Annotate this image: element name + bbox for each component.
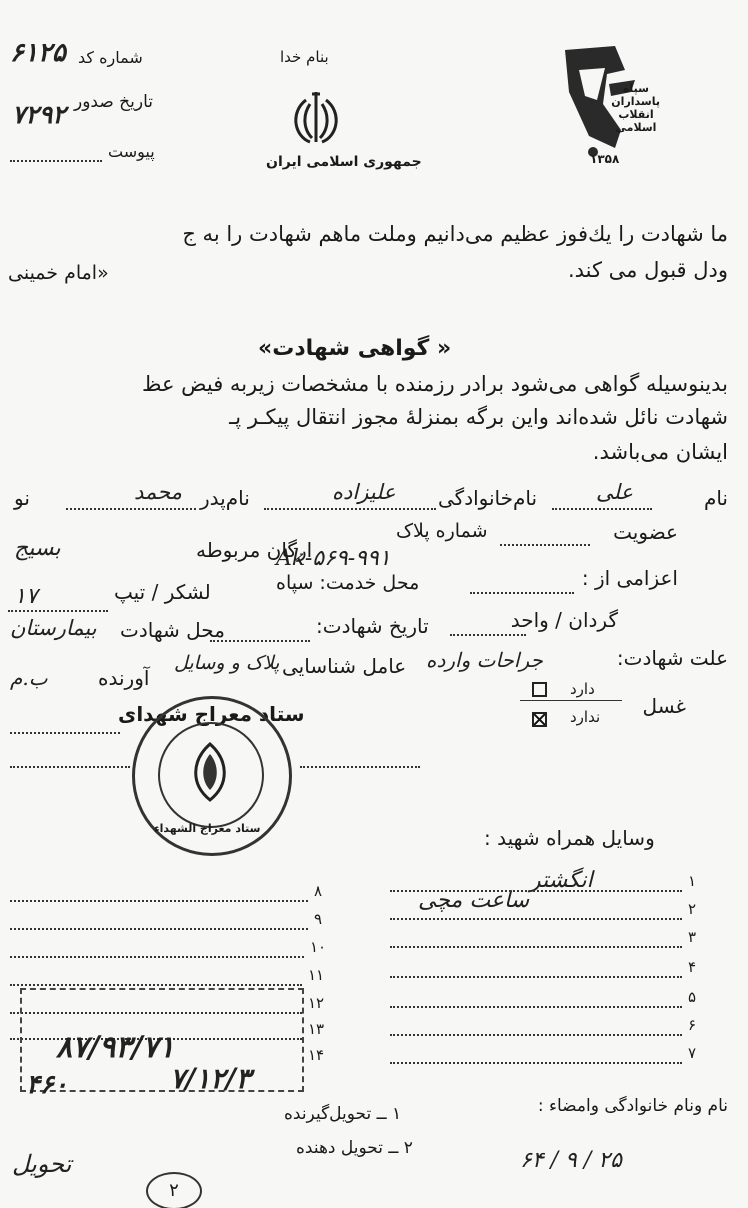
- deliverer-label: ۲ ــ تحویل دهنده: [296, 1138, 413, 1158]
- place-label: محل شهادت: [120, 618, 225, 642]
- belonging-item-1-value: انگشتر: [530, 868, 593, 893]
- list-item-number: ۱۲: [308, 994, 325, 1012]
- family-value: علیزاده: [332, 480, 396, 504]
- dispatch-line: [470, 592, 574, 594]
- hq-label: ستاد معراج شهدای: [118, 702, 305, 726]
- list-item-number: ۱۱: [308, 966, 325, 984]
- list-item-line: [390, 1006, 682, 1008]
- org-value: بسیج: [14, 536, 61, 561]
- wash-has-checkbox[interactable]: [532, 682, 547, 697]
- place-value: بیمارستان: [10, 616, 97, 640]
- date-of-martyrdom-label: تاریخ شهادت:: [316, 614, 429, 638]
- tag-value: Ak-۵۶۹-۹۹۱: [276, 546, 391, 571]
- receiver-label: ۱ ــ تحویل‌گیرنده: [284, 1104, 402, 1124]
- list-item-number: ۱: [688, 872, 697, 890]
- page-mark: [146, 1172, 202, 1208]
- org-label: ارگان مربوطه: [196, 538, 313, 562]
- list-item-number: ۳: [688, 928, 697, 946]
- list-item-number: ۷: [688, 1044, 697, 1062]
- blank-line: [300, 766, 420, 768]
- list-item-number: ۹: [314, 910, 323, 928]
- family-label: نام‌خانوادگی: [438, 486, 538, 510]
- name-label: نام: [703, 486, 728, 510]
- battalion-label: گردان / واحد: [510, 608, 618, 632]
- list-item-number: ۱۰: [310, 938, 327, 956]
- list-item-line: [10, 928, 308, 930]
- list-item-line: [390, 918, 682, 920]
- page-mark-number: ۲: [169, 1180, 179, 1201]
- quote-attribution: «امام خمینی: [8, 262, 109, 284]
- division-value: ۱۷: [14, 584, 38, 609]
- blank-line: [10, 732, 120, 734]
- stamp-text: ستاد معراج الشهداء: [154, 822, 261, 835]
- division-line: [8, 610, 108, 612]
- list-item-line: [10, 900, 308, 902]
- service-label: محل خدمت: سپاه: [276, 572, 420, 594]
- margin-note-number-2: ۴۶۰: [26, 1070, 68, 1100]
- certificate-line-2: شهادت نائل شده‌اند واین برگه بمنزلۀ مجوز انتقال پیکـر پـ: [229, 405, 728, 429]
- identifier-value: پلاک و وسایل: [174, 652, 280, 674]
- list-item-line: [10, 984, 302, 986]
- list-item-line: [390, 1062, 682, 1064]
- bearer-label: آورنده: [98, 666, 150, 690]
- number-label: شماره کد: [78, 48, 143, 67]
- wash-label: غسل: [642, 694, 686, 718]
- sign-label: نام ونام خانوادگی وامضاء :: [537, 1096, 728, 1116]
- name-line: [552, 508, 652, 510]
- belonging-item-2-value: ساعت مچی: [418, 888, 530, 913]
- dispatch-label: اعزامی از :: [581, 566, 678, 590]
- battalion-line: [450, 634, 526, 636]
- stamp-emblem-icon: [186, 740, 234, 804]
- emblem-caption: جمهوری اسلامی ایران: [266, 154, 422, 170]
- irgc-logo-text: سپاه پاسداران انقلاب اسلامی: [611, 82, 660, 134]
- list-item-line: [10, 956, 304, 958]
- membership-label: عضویت: [613, 520, 678, 544]
- tag-label: شماره پلاک: [396, 520, 488, 542]
- name-value: علی: [596, 480, 633, 504]
- bearer-value: ب.م: [10, 666, 48, 690]
- date-value: ۷۲۹۲: [12, 100, 66, 129]
- father-label: نام‌پدر: [200, 486, 250, 510]
- identifier-label: عامل شناسایی: [282, 654, 407, 678]
- wash-hasnot-checkbox[interactable]: [532, 712, 547, 727]
- list-item-line: [390, 976, 682, 978]
- date-of-martyrdom-line: [210, 640, 310, 642]
- certificate-title: « گواهی شهادت»: [258, 336, 452, 361]
- date-label: تاریخ صدور: [74, 92, 154, 112]
- attachment-line: [10, 160, 102, 162]
- wash-has-label: دارد: [570, 680, 595, 698]
- quote-line-2: ودل قبول می کند.: [567, 258, 728, 282]
- list-item-number: ۶: [688, 1016, 697, 1034]
- father-line: [66, 508, 196, 510]
- margin-note-number-1: ۸۷/۹۳/۷۱: [56, 1030, 175, 1065]
- list-item-number: ۲: [688, 900, 697, 918]
- wash-divider: [520, 700, 622, 701]
- list-item-number: ۱۴: [308, 1046, 325, 1064]
- division-label: لشکر / تیپ: [114, 580, 211, 604]
- number-value: ۶۱۲۵: [10, 38, 66, 68]
- footer-note-left: تحویل: [12, 1150, 72, 1178]
- membership-line: [500, 544, 590, 546]
- iran-emblem-icon: [284, 86, 348, 150]
- footer-note-right: ۲۵ / ۹ / ۶۴: [520, 1148, 622, 1173]
- list-item-number: ۸: [314, 882, 323, 900]
- belongings-title: وسایل همراه شهید :: [484, 826, 655, 850]
- certificate-line-1: بدینوسیله گواهی می‌شود برادر رزمنده با مشخصات زیربه فیض عظ: [142, 372, 728, 396]
- list-item-line: [390, 1034, 682, 1036]
- list-item-number: ۵: [688, 988, 697, 1006]
- list-item-number: ۴: [688, 958, 697, 976]
- bismillah: بنام خدا: [280, 48, 329, 66]
- family-line: [264, 508, 436, 510]
- irgc-logo-year: ۱۳۵۸: [590, 152, 620, 166]
- wash-hasnot-label: ندارد: [570, 708, 601, 726]
- quote-line-1: ما شهادت را یك‌فوز عظیم می‌دانیم وملت ماهم شهادت را به ج: [182, 222, 728, 246]
- list-item-line: [390, 946, 682, 948]
- margin-note-number-3: ۷/۱۲/۳: [170, 1062, 251, 1095]
- list-item-number: ۱۳: [308, 1020, 325, 1038]
- list-item-line: [390, 890, 682, 892]
- blank-line: [10, 766, 130, 768]
- father-value: محمد: [134, 480, 182, 504]
- cause-label: علت شهادت:: [616, 646, 728, 670]
- cause-value: جراحات وارده: [426, 648, 543, 672]
- type-label: نو: [14, 486, 30, 510]
- attachment-label: پیوست: [108, 142, 155, 161]
- certificate-line-3: ایشان می‌باشد.: [592, 440, 728, 464]
- check-mark-icon: [534, 714, 545, 725]
